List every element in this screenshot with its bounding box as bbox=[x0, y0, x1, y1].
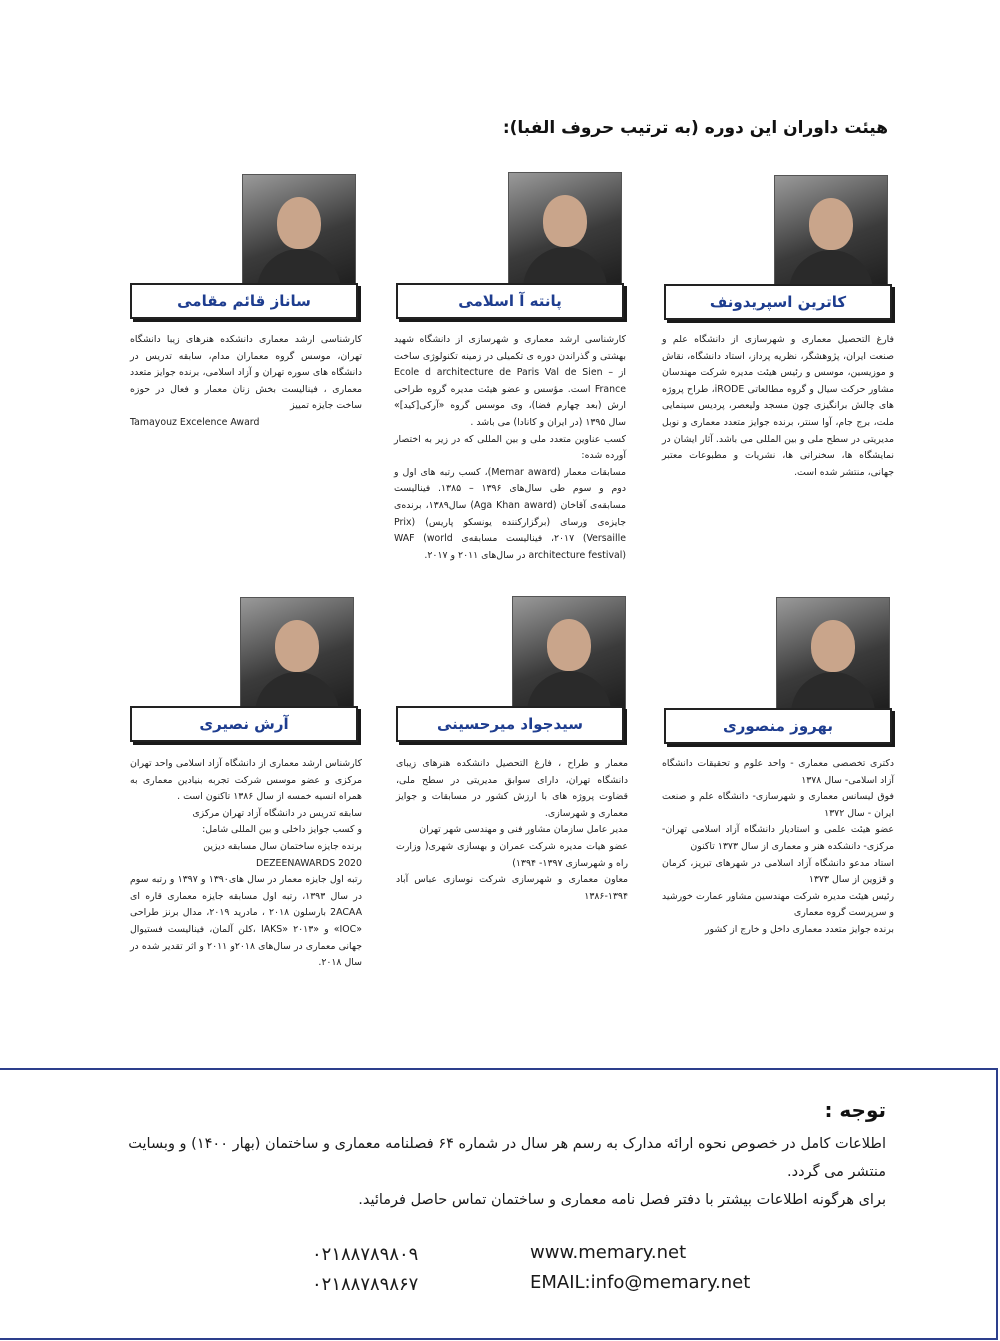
note-line: برای هرگونه اطلاعات بیشتر با دفتر فصل نامه معماری و ساختمان تماس حاصل فرمائید. bbox=[358, 1192, 886, 1208]
jury-name: ساناز قائم مقامی bbox=[130, 283, 358, 319]
jury-name: کاترین اسپریدونف bbox=[664, 284, 892, 320]
jury-name: بهروز منصوری bbox=[664, 708, 892, 744]
website-link[interactable]: www.memary.net bbox=[530, 1242, 687, 1263]
note-text bbox=[126, 1130, 886, 1214]
jury-photo bbox=[508, 172, 622, 290]
jury-bio: معمار و طراح ، فارغ التحصیل دانشکده هنرهای زیبای دانشگاه تهران، دارای سوابق مدیریتی در سطح ملی، قضاوت پروژه های با ارزش کشور در مسابقات و جوایز معماری و شهرسازی. مدیر عامل سازمان مشاور فنی و مهندسی شهر تهران عضو هیات مدیره شرکت عمران و بهسازی شهری( وزارت راه و شهرسازی ۱۳۹۷- ۱۳۹۴) معاون معماری و شهرسازی شرکت نوسازی عباس آباد ۱۳۹۴-۱۳۸۶ bbox=[396, 758, 628, 902]
jury-name: آرش نصیری bbox=[130, 706, 358, 742]
jury-name: سیدجواد میرحسینی bbox=[396, 706, 624, 742]
jury-photo bbox=[776, 597, 890, 715]
jury-photo bbox=[242, 174, 356, 292]
jury-photo bbox=[240, 597, 354, 715]
jury-bio: فارغ التحصیل معماری و شهرسازی از دانشگاه علم و صنعت ایران، پژوهشگر، نظریه پرداز، استاد دانشگاه، نقاش و موزیسین، موسس و رئیس هیئت مدیره شرکت مهندسان مشاور حرکت سیال و گروه مطالعاتی iRODE، طراح پروژه های چالش برانگیزی چون مسجد ولیعصر، پردیس سینمایی ملت، برج جام، آوا سنتر، برنده جوایز متعدد معماری و نوبل مدیریتی در سطح ملی و بین المللی می باشد. آثار ایشان در نمایشگاه ها، سخنرانی ها، نشریات و مطبوعات معتبر جهانی، منتشر شده است. bbox=[662, 334, 894, 478]
jury-photo bbox=[774, 175, 888, 293]
phone-number: ۰۲۱۸۸۷۸۹۸۰۹ bbox=[312, 1244, 419, 1265]
page-title: هیئت داوران این دوره (به ترتیب حروف الفبا): bbox=[502, 118, 888, 138]
email-link[interactable]: EMAIL:info@memary.net bbox=[530, 1272, 751, 1293]
phone-number: ۰۲۱۸۸۷۸۹۸۶۷ bbox=[312, 1274, 419, 1295]
jury-bio: کارشناسی ارشد معماری و شهرسازی از دانشگاه شهید بهشتی و گذراندن دوره ی تکمیلی در زمینه تکنولوژی ساخت از Ecole d architecture de Paris Val de Sien – France است. مؤسس و عضو هیئت مدیره گروه طراحی ارش (بعد چهارم فضا)، وی موسس گروه «آرکی[کید]» سال ۱۳۹۵ (در ایران و کانادا) می باشد . کسب عناوین متعدد ملی و بین المللی که در زیر به اختصار آورده شده: مسابقات معمار (Memar award)، کسب رتبه های اول و دوم و سوم طی سال‌های ۱۳۹۶ – ۱۳۸۵. فینالیست مسابقه‌ی آقاخان (Aga Khan award) سال۱۳۸۹، برنده‌ی جایزه‌ی ورسای (برگزارکننده یونسکو پاریس) (Prix Versaille) ۲۰۱۷، فینالیست مسابقه‌ی WAF (world architecture festival) در سال‌های ۲۰۱۱ و ۲۰۱۷. bbox=[394, 334, 627, 561]
jury-name: پانته آ اسلامی bbox=[396, 283, 624, 319]
contact-phone bbox=[312, 1240, 418, 1300]
note-title: توجه : bbox=[824, 1098, 886, 1122]
jury-bio: دکتری تخصصی معماری - واحد علوم و تحقیقات دانشگاه آزاد اسلامی- سال ۱۳۷۸ فوق لیسانس معماری و شهرسازی- دانشگاه علم و صنعت ایران - سال ۱۳۷۲ عضو هیئت علمی و استادیار دانشگاه آزاد اسلامی تهران- مرکزی- دانشکده هنر و معماری از سال ۱۳۷۳ تاکنون استاد مدعو دانشگاه آزاد اسلامی در شهرهای تبریز، کرمان و قزوین از سال ۱۳۷۳ رئیس هیئت مدیره شرکت مهندسین مشاور عمارت خورشید و سرپرست گروه معماری برنده جوایز متعدد معماری داخل و خارج از کشور bbox=[662, 758, 894, 935]
jury-bio: کارشناس ارشد معماری از دانشگاه آزاد اسلامی واحد تهران مرکزی و عضو موسس شرکت تجربه بنیادین معماری به همراه انسیه خمسه از سال ۱۳۸۶ تاکنون است . سابقه تدریس در دانشگاه آزاد تهران مرکزی و کسب جوایز داخلی و بین المللی شامل: برنده جایزه ساختمان سال مسابقه دیزین DEZEENAWARDS 2020 رتبه اول جایزه معمار در سال های۱۳۹۰ و ۱۳۹۷ و رتبه سوم در سال ۱۳۹۳، رتبه اول مسابقه جایزه معماری قاره ای 2ACAA بارسلون ۲۰۱۸ ، مادرید ۲۰۱۹، مدال برنز طراحی «IOC» و «IAKS» ۲۰۱۳ ،کلن آلمان، فینالیست فستیوال جهانی معماری در سال‌های ۲۰۱۸و ۲۰۱۱ و اثر تقدیر شده در سال ۲۰۱۸. bbox=[130, 758, 362, 969]
contact-web bbox=[530, 1238, 750, 1298]
note-line: اطلاعات کامل در خصوص نحوه ارائه مدارک به رسم هر سال در شماره ۶۴ فصلنامه معماری و ساختمان (بهار ۱۴۰۰) و وبسایت منتشر می گردد. bbox=[128, 1136, 886, 1180]
jury-bio: کارشناسی ارشد معماری دانشکده هنرهای زیبا دانشگاه تهران، موسس گروه معماران مدام، سابقه تدریس در دانشگاه های سوره تهران و آزاد اسلامی، برنده جوایز متعدد معماری ، فینالیست بخش زنان معمار و فعال در حوزه ساخت جایزه تمییز Tamayouz Excelence Award bbox=[130, 334, 362, 428]
jury-photo bbox=[512, 596, 626, 714]
